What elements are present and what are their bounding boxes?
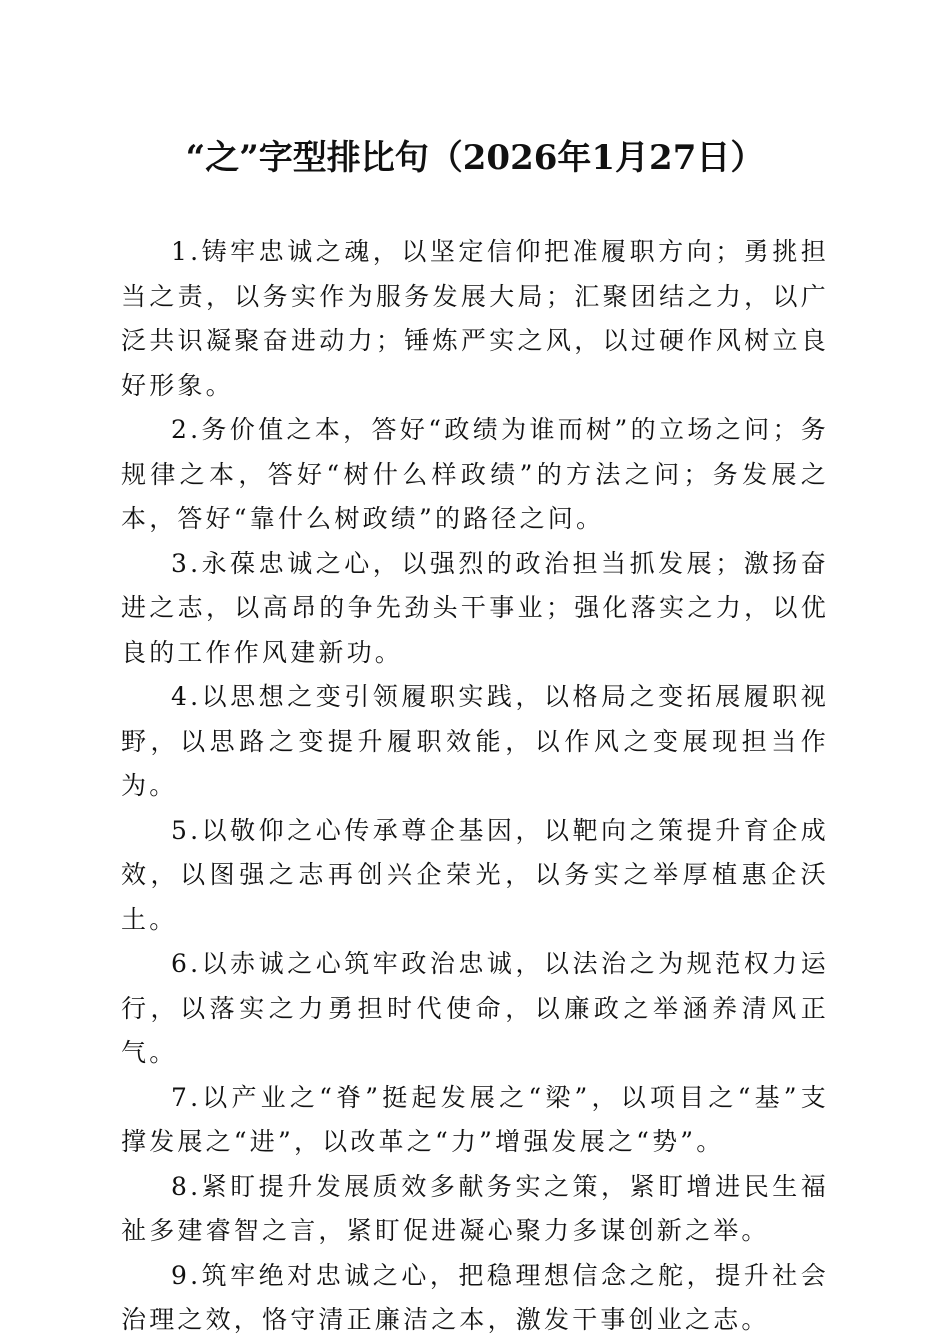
- paragraph-5: 5.以敬仰之心传承尊企基因，以靶向之策提升育企成效，以图强之志再创兴企荣光，以务实之举厚植惠企沃土。: [121, 815, 829, 934]
- paragraph-8: 8.紧盯提升发展质效多献务实之策，紧盯增进民生福祉多建睿智之言，紧盯促进凝心聚力多谋创新之举。: [121, 1171, 829, 1245]
- paragraph-9: 9.筑牢绝对忠诚之心，把稳理想信念之舵，提升社会治理之效，恪守清正廉洁之本，激发干事创业之志。: [121, 1260, 829, 1334]
- paragraph-2: 2.务价值之本，答好“政绩为谁而树”的立场之问；务规律之本，答好“树什么样政绩”的方法之问；务发展之本，答好“靠什么树政绩”的路径之问。: [121, 415, 829, 533]
- paragraph-3: 3.永葆忠诚之心，以强烈的政治担当抓发展；激扬奋进之志，以高昂的争先劲头干事业；强化落实之力，以优良的工作作风建新功。: [121, 548, 829, 667]
- paragraph-1: 1.铸牢忠诚之魂，以坚定信仰把准履职方向；勇挑担当之责，以务实作为服务发展大局；汇聚团结之力，以广泛共识凝聚奋进动力；锤炼严实之风，以过硬作风树立良好形象。: [121, 237, 829, 400]
- document-body: [121, 230, 829, 1343]
- paragraph-4: 4.以思想之变引领履职实践，以格局之变拓展履职视野，以思路之变提升履职效能，以作风之变展现担当作为。: [121, 682, 829, 800]
- paragraph-7: 7.以产业之“脊”挺起发展之“梁”，以项目之“基”支撑发展之“进”，以改革之“力”增强发展之“势”。: [121, 1082, 829, 1156]
- paragraph-6: 6.以赤诚之心筑牢政治忠诚，以法治之为规范权力运行，以落实之力勇担时代使命，以廉政之举涵养清风正气。: [121, 949, 829, 1067]
- document-title: “之”字型排比句（2026年1月27日）: [185, 138, 765, 178]
